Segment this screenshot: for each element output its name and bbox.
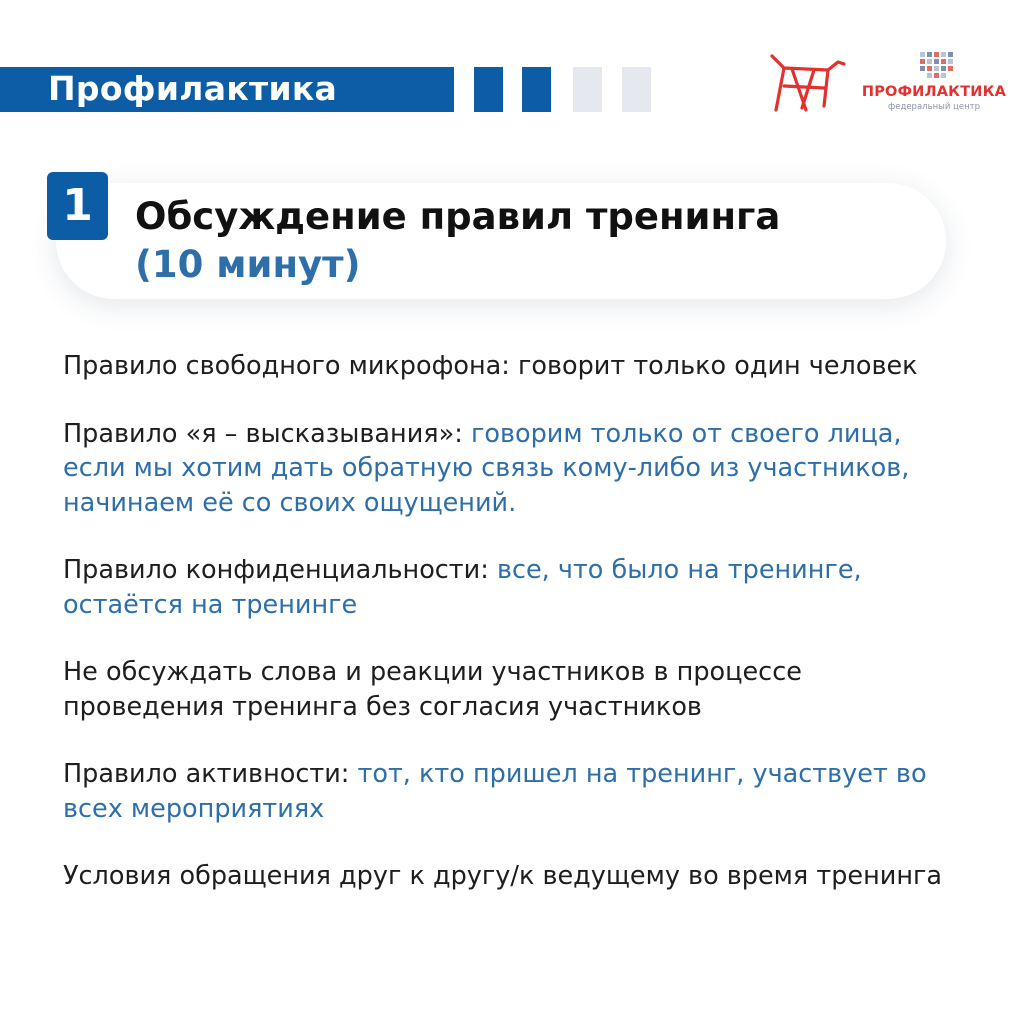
rule-detail: тот, кто пришел на тренинг, участвует во всех мероприятиях <box>63 759 927 824</box>
rule-item <box>63 553 963 622</box>
decor-square <box>474 67 503 112</box>
rule-lead: Правило активности: <box>63 759 358 789</box>
rule-detail: все, что было на тренинге, остаётся на тренинге <box>63 555 862 620</box>
red-horse-icon <box>766 52 846 114</box>
header-title: Профилактика <box>48 69 338 108</box>
rule-lead: Не обсуждать слова и реакции участников в процессе проведения тренинга без согласия участников <box>63 657 802 722</box>
step-duration: (10 минут) <box>135 243 361 286</box>
rule-item <box>63 417 963 521</box>
rule-lead: Правило «я – высказывания»: <box>63 418 471 449</box>
rule-lead: Правило свободного микрофона: говорит только один человек <box>63 351 918 381</box>
rule-item <box>63 655 963 724</box>
rule-lead: Условия обращения друг к другу/к ведущему во время тренинга <box>63 861 943 891</box>
decor-square <box>573 67 602 112</box>
step-number-badge: 1 <box>47 172 108 240</box>
rule-detail: говорим только от своего лица, если мы хотим дать обратную связь кому-либо из участников, начинаем её со своих ощущений. <box>63 418 910 518</box>
rule-item <box>63 757 963 826</box>
rules-list <box>63 349 963 927</box>
rule-lead: Правило конфиденциальности: <box>63 555 497 585</box>
step-title: Обсуждение правил тренинга <box>135 195 781 238</box>
logo-name: ПРОФИЛАКТИКА <box>861 84 1007 100</box>
decor-square <box>622 67 651 112</box>
grid-logo-icon <box>920 52 958 80</box>
rule-item <box>63 349 963 384</box>
rule-item <box>63 859 963 894</box>
decor-square <box>522 67 551 112</box>
logo-subtitle: федеральный центр <box>887 102 981 112</box>
